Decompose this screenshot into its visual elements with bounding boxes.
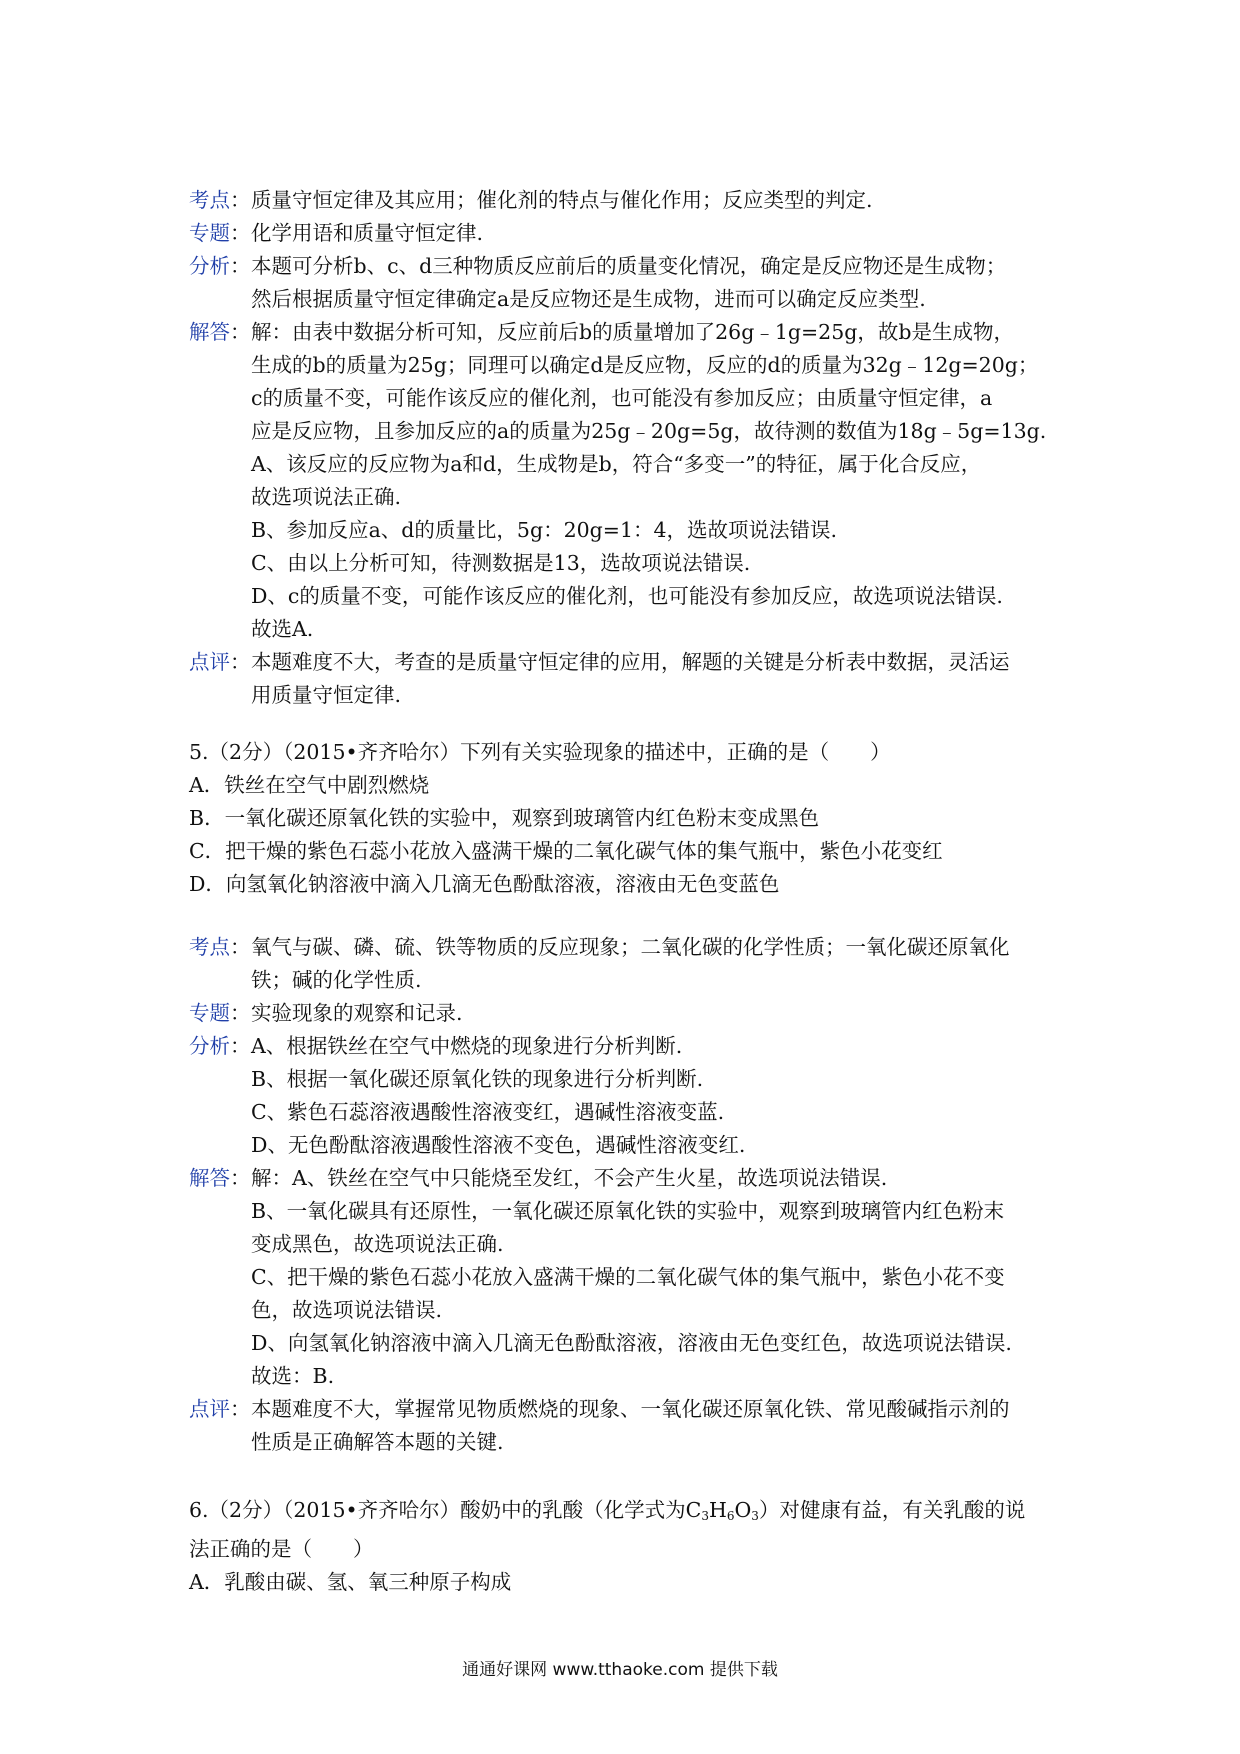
- jieda-line: B、参加反应a、d的质量比，5g：20g=1：4，选故项说法错误.: [251, 518, 838, 542]
- dianping-row: 点评： 本题难度不大，考查的是质量守恒定律的应用，解题的关键是分析表中数据，灵活运 用质量守恒定律.: [189, 646, 1069, 712]
- fenxi-line: 然后根据质量守恒定律确定a是反应物还是生成物，进而可以确定反应类型.: [251, 287, 926, 311]
- fenxi-line: B、根据一氧化碳还原氧化铁的现象进行分析判断.: [251, 1067, 704, 1091]
- jieda-line: B、一氧化碳具有还原性，一氧化碳还原氧化铁的实验中，观察到玻璃管内红色粉末: [251, 1199, 1005, 1223]
- kaodian-line: 氧气与碳、磷、硫、铁等物质的反应现象；二氧化碳的化学性质；一氧化碳还原氧化: [251, 935, 1010, 959]
- kaodian-text: 质量守恒定律及其应用；催化剂的特点与催化作用；反应类型的判定.: [251, 188, 873, 212]
- dianping-label: 点评: [189, 650, 230, 674]
- fenxi-line: A、根据铁丝在空气中燃烧的现象进行分析判断.: [251, 1034, 683, 1058]
- jieda-line: 故选：B.: [251, 1364, 335, 1388]
- fenxi-row: 分析： A、根据铁丝在空气中燃烧的现象进行分析判断. B、根据一氧化碳还原氧化铁的现象进行分析判断. C、紫色石蕊溶液遇酸性溶液变红，遇碱性溶液变蓝. D、无色酚酞溶液遇酸性溶液不变色，遇碱性溶液变红.: [189, 1030, 1069, 1162]
- jieda-line: C、把干燥的紫色石蕊小花放入盛满干燥的二氧化碳气体的集气瓶中，紫色小花不变: [251, 1265, 1005, 1289]
- fenxi-line: D、无色酚酞溶液遇酸性溶液不变色，遇碱性溶液变红.: [251, 1133, 746, 1157]
- zhuanti-label: 专题: [189, 1001, 230, 1025]
- question-stem-line2: 法正确的是（ ）: [189, 1537, 374, 1561]
- analysis-block-q4: [189, 184, 1069, 712]
- kaodian-row: 考点： 质量守恒定律及其应用；催化剂的特点与催化作用；反应类型的判定.: [189, 184, 1069, 217]
- jieda-line: c的质量不变，可能作该反应的催化剂，也可能没有参加反应；由质量守恒定律，a: [251, 386, 993, 410]
- fenxi-label: 分析: [189, 1034, 230, 1058]
- kaodian-line: 铁；碱的化学性质.: [251, 968, 422, 992]
- analysis-block-q5: [189, 931, 1069, 1459]
- kaodian-label: 考点: [189, 188, 230, 212]
- jieda-line: 解：A、铁丝在空气中只能烧至发红，不会产生火星，故选项说法错误.: [251, 1166, 888, 1190]
- jieda-line: C、由以上分析可知，待测数据是13，选故项说法错误.: [251, 551, 751, 575]
- fenxi-label: 分析: [189, 254, 230, 278]
- question-stem: 5.（2分）（2015•齐齐哈尔）下列有关实验现象的描述中，正确的是（ ）: [189, 740, 891, 764]
- question-5: [189, 736, 1069, 901]
- zhuanti-label: 专题: [189, 221, 230, 245]
- dianping-line: 性质是正确解答本题的关键.: [251, 1430, 504, 1454]
- jieda-line: 解：由表中数据分析可知，反应前后b的质量增加了26g﹣1g=25g，故b是生成物，: [251, 320, 1015, 344]
- dianping-row: 点评： 本题难度不大，掌握常见物质燃烧的现象、一氧化碳还原氧化铁、常见酸碱指示剂的 性质是正确解答本题的关键.: [189, 1393, 1069, 1459]
- dianping-label: 点评: [189, 1397, 230, 1421]
- option-b: B．一氧化碳还原氧化铁的实验中，观察到玻璃管内红色粉末变成黑色: [189, 806, 820, 830]
- jieda-label: 解答: [189, 1166, 230, 1190]
- jieda-line: 应是反应物，且参加反应的a的质量为25g﹣20g=5g，故待测的数值为18g﹣5g=13g.: [251, 419, 1047, 443]
- jieda-line: 生成的b的质量为25g；同理可以确定d是反应物，反应的d的质量为32g﹣12g=20g；: [251, 353, 1039, 377]
- page-footer: 通通好课网 www.tthaoke.com 提供下载: [462, 1660, 778, 1680]
- zhuanti-text: 化学用语和质量守恒定律.: [251, 221, 484, 245]
- fenxi-row: 分析： 本题可分析b、c、d三种物质反应前后的质量变化情况，确定是反应物还是生成物； 然后根据质量守恒定律确定a是反应物还是生成物，进而可以确定反应类型.: [189, 250, 1069, 316]
- jieda-line: D、向氢氧化钠溶液中滴入几滴无色酚酞溶液，溶液由无色变红色，故选项说法错误.: [251, 1331, 1012, 1355]
- dianping-line: 用质量守恒定律.: [251, 683, 402, 707]
- option-a: A．乳酸由碳、氢、氧三种原子构成: [189, 1570, 512, 1594]
- dianping-line: 本题难度不大，考查的是质量守恒定律的应用，解题的关键是分析表中数据，灵活运: [251, 650, 1010, 674]
- kaodian-row: 考点： 氧气与碳、磷、硫、铁等物质的反应现象；二氧化碳的化学性质；一氧化碳还原氧化 铁；碱的化学性质.: [189, 931, 1069, 997]
- jieda-line: 故选A.: [251, 617, 314, 641]
- option-a: A．铁丝在空气中剧烈燃烧: [189, 773, 430, 797]
- kaodian-label: 考点: [189, 935, 230, 959]
- jieda-line: 故选项说法正确.: [251, 485, 402, 509]
- question-6: [189, 1494, 1069, 1599]
- jieda-line: 色，故选项说法错误.: [251, 1298, 443, 1322]
- jieda-label: 解答: [189, 320, 230, 344]
- jieda-line: 变成黑色，故选项说法正确.: [251, 1232, 504, 1256]
- option-c: C．把干燥的紫色石蕊小花放入盛满干燥的二氧化碳气体的集气瓶中，紫色小花变红: [189, 839, 943, 863]
- jieda-line: A、该反应的反应物为a和d，生成物是b，符合“多变一”的特征，属于化合反应，: [251, 452, 982, 476]
- jieda-row: 解答： 解：由表中数据分析可知，反应前后b的质量增加了26g﹣1g=25g，故b是生成物， 生成的b的质量为25g；同理可以确定d是反应物，反应的d的质量为32g﹣12g=20g； c的质量不变，可能作该反应的催化剂，也可能没有参加反应；由质量守恒定律，a 应是反应物，且参加反应的a的质量为25g﹣20g=5g，故待测的数值为18g﹣5g=13g. A、该反应的反应物为a和d，生成物是b，符合“多变一”的特征，属于化合反应， 故选项说法正确. B、参加反应a、d的质量比，5g：20g=1：4，选故项说法错误. C、由以上分析可知，待测数据是13，选故项说法错误. D、c的质量不变，可能作该反应的催化剂，也可能没有参加反应，故选项说法错误. 故选A.: [189, 316, 1069, 646]
- fenxi-line: C、紫色石蕊溶液遇酸性溶液变红，遇碱性溶液变蓝.: [251, 1100, 725, 1124]
- zhuanti-text: 实验现象的观察和记录.: [251, 1001, 463, 1025]
- jieda-line: D、c的质量不变，可能作该反应的催化剂，也可能没有参加反应，故选项说法错误.: [251, 584, 1003, 608]
- zhuanti-row: 专题： 化学用语和质量守恒定律.: [189, 217, 1069, 250]
- zhuanti-row: 专题： 实验现象的观察和记录.: [189, 997, 1069, 1030]
- question-stem-line1: 6.（2分）（2015•齐齐哈尔）酸奶中的乳酸（化学式为$C_3H_6O_3$）对健康有益，有关乳酸的说: [189, 1498, 1026, 1523]
- dianping-line: 本题难度不大，掌握常见物质燃烧的现象、一氧化碳还原氧化铁、常见酸碱指示剂的: [251, 1397, 1010, 1421]
- jieda-row: 解答： 解：A、铁丝在空气中只能烧至发红，不会产生火星，故选项说法错误. B、一氧化碳具有还原性，一氧化碳还原氧化铁的实验中，观察到玻璃管内红色粉末 变成黑色，故选项说法正确. C、把干燥的紫色石蕊小花放入盛满干燥的二氧化碳气体的集气瓶中，紫色小花不变 色，故选项说法错误. D、向氢氧化钠溶液中滴入几滴无色酚酞溶液，溶液由无色变红色，故选项说法错误. 故选：B.: [189, 1162, 1069, 1393]
- fenxi-line: 本题可分析b、c、d三种物质反应前后的质量变化情况，确定是反应物还是生成物；: [251, 254, 1007, 278]
- option-d: D．向氢氧化钠溶液中滴入几滴无色酚酞溶液，溶液由无色变蓝色: [189, 872, 780, 896]
